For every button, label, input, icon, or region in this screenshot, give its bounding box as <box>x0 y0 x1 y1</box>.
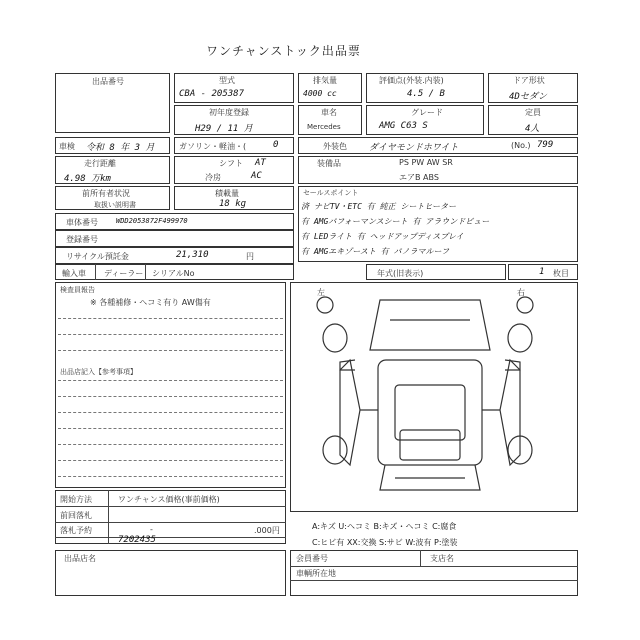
doc-status-label: 前所有者状況 <box>82 189 130 198</box>
doc-status-box <box>55 186 170 210</box>
remark-rule <box>58 412 283 413</box>
doc-note-label: 取扱い説明書 <box>94 201 136 209</box>
document-title: ワンチャンストック出品票 <box>206 44 361 58</box>
model-code-label: 型式 <box>219 76 235 85</box>
recycle-label: リサイクル預託金 <box>66 252 129 261</box>
equipment-box <box>298 156 578 184</box>
import-row <box>55 264 294 280</box>
divider <box>55 522 286 523</box>
displacement-label: 排気量 <box>313 76 337 85</box>
pages-box <box>508 264 578 280</box>
price-suffix: .000円 <box>254 526 280 535</box>
model-code-value: CBA - 205387 <box>179 89 245 99</box>
left-side-label: 左 <box>317 288 325 297</box>
divider <box>95 264 96 280</box>
shaken-label: 車検 <box>59 142 75 151</box>
chassis-label: 車体番号 <box>66 218 98 227</box>
car-name-label: 車名 <box>321 108 337 117</box>
pages-label: 枚目 <box>553 269 569 278</box>
equipment-options: PS PW AW SR <box>399 158 453 167</box>
sales-point-line: 有 LEDライト 有 ヘッドアップディスプレイ <box>301 232 464 241</box>
divider <box>55 506 286 507</box>
door-shape-label: ドア形状 <box>513 76 545 85</box>
legend-row: A:キズ U:ヘコミ B:キズ・ヘコミ C:腐食 <box>312 522 457 531</box>
door-shape-value: 4Dセダン <box>509 92 547 102</box>
divider <box>55 537 286 538</box>
ext-color-label: 外装色 <box>323 142 347 151</box>
car-name-value: Mercedes <box>307 123 341 131</box>
chassis-value: WDD2053872F499970 <box>116 217 188 225</box>
legend-row: C:ヒビ有 XX:交換 S:サビ W:波有 P:塗装 <box>312 538 458 547</box>
fuel-label: ガソリン・軽油・( <box>179 142 247 151</box>
remark-rule <box>58 444 283 445</box>
sale-method-label: 開始方法 <box>60 495 92 504</box>
remarks-box <box>55 282 286 488</box>
divider <box>145 264 146 280</box>
load-value: 18 kg <box>219 199 247 209</box>
chassis-box <box>55 213 294 230</box>
lot-number-box <box>55 73 170 133</box>
prev-price-label: 前回落札 <box>60 511 92 520</box>
first-registration-box <box>174 105 294 135</box>
shift-value: AT <box>255 158 266 168</box>
displacement-value: 4000 cc <box>303 89 337 98</box>
equipment-label: 装備品 <box>317 159 341 168</box>
mileage-label: 走行距離 <box>84 159 116 168</box>
shaken-box <box>55 137 170 154</box>
seller-box <box>55 550 286 596</box>
start-price-value: 7202435 <box>118 535 156 545</box>
mileage-box <box>55 156 170 184</box>
capacity-label: 定員 <box>525 108 541 117</box>
mileage-value: 4.98 万km <box>64 174 111 184</box>
lot-number-label: 出品番号 <box>92 77 124 86</box>
car-name-box <box>298 105 362 135</box>
shift-label: シフト <box>219 159 243 168</box>
recycle-value: 21,310 <box>176 250 209 260</box>
start-price-label: 落札予約 <box>60 526 92 535</box>
displacement-box <box>298 73 362 103</box>
capacity-value: 4人 <box>525 124 540 134</box>
capacity-box <box>488 105 578 135</box>
parking-label: 車輌所在地 <box>296 569 336 578</box>
door-shape-box <box>488 73 578 103</box>
remark-rule <box>58 380 283 381</box>
first-registration-value: H29 / 11 月 <box>195 124 253 134</box>
seller-label: 出品店名 <box>64 554 96 563</box>
score-box <box>366 73 484 103</box>
remark-rule <box>58 334 283 335</box>
airbag-options: エアB ABS <box>399 173 439 182</box>
branch-label: 支店名 <box>430 554 454 563</box>
price-dash: - <box>150 525 153 534</box>
shaken-value: 令和 8 年 3 月 <box>86 143 155 153</box>
grade-label: グレード <box>411 108 443 117</box>
sales-point-line: 有 AMGエキゾースト 有 パノラマルーフ <box>301 247 450 256</box>
aircon-label: 冷房 <box>205 173 221 182</box>
load-box <box>174 186 294 210</box>
divider <box>290 580 578 581</box>
member-no-label: 会員番号 <box>296 554 328 563</box>
sale-method-value: ワンチャンス価格(事前価格) <box>118 495 220 504</box>
sales-point-label: セールスポイント <box>303 189 359 197</box>
recycle-unit: 円 <box>246 252 254 261</box>
sales-point-box <box>298 186 578 262</box>
remark-rule <box>58 460 283 461</box>
ext-color-value: ダイヤモンドホワイト <box>369 143 459 153</box>
sales-point-line: 有 AMGパフォーマンスシート 有 アラウンドビュー <box>301 217 490 226</box>
notes-heading: 出品店記入【参考事項】 <box>60 368 137 376</box>
remark-rule <box>58 428 283 429</box>
color-no-value: 799 <box>537 140 554 150</box>
model-code-box <box>174 73 294 103</box>
score-value: 4.5 / B <box>407 89 445 99</box>
imported-label: 輸入車 <box>62 269 86 278</box>
inspector-remarks-label: 検査員報告 <box>60 286 95 294</box>
year-type-box <box>366 264 506 280</box>
fuel-value: 0 <box>273 140 279 150</box>
right-side-label: 右 <box>517 288 525 297</box>
remark-rule <box>58 476 283 477</box>
year-type-label: 年式(旧表示) <box>377 269 424 278</box>
color-no-label: (No.) <box>511 141 531 150</box>
divider <box>420 550 421 566</box>
load-label: 積載量 <box>215 189 239 198</box>
reg-no-box <box>55 230 294 247</box>
remark-rule <box>58 396 283 397</box>
pages-value: 1 <box>539 267 545 277</box>
sales-point-line: 済 ナビTV・ETC 有 純正 シートヒーター <box>301 202 457 211</box>
grade-value: AMG C63 S <box>379 121 428 131</box>
score-label: 評価点(外装.内装) <box>379 76 444 85</box>
fuel-box <box>174 137 294 154</box>
car-diagram <box>300 290 570 505</box>
remarks-line: ※ 各種補修・ヘコミ有り AW傷有 <box>90 298 211 307</box>
remark-rule <box>58 318 283 319</box>
divider <box>290 566 578 567</box>
remark-rule <box>58 350 283 351</box>
shift-box <box>174 156 294 184</box>
recycle-box <box>55 247 294 264</box>
ext-color-box <box>298 137 578 154</box>
aircon-value: AC <box>251 171 262 181</box>
grade-box <box>366 105 484 135</box>
divider <box>108 490 109 544</box>
first-registration-label: 初年度登録 <box>209 108 249 117</box>
dealer-label: ディーラー <box>104 269 144 278</box>
reg-no-label: 登録番号 <box>66 235 98 244</box>
serial-label: シリアルNo <box>152 269 195 278</box>
